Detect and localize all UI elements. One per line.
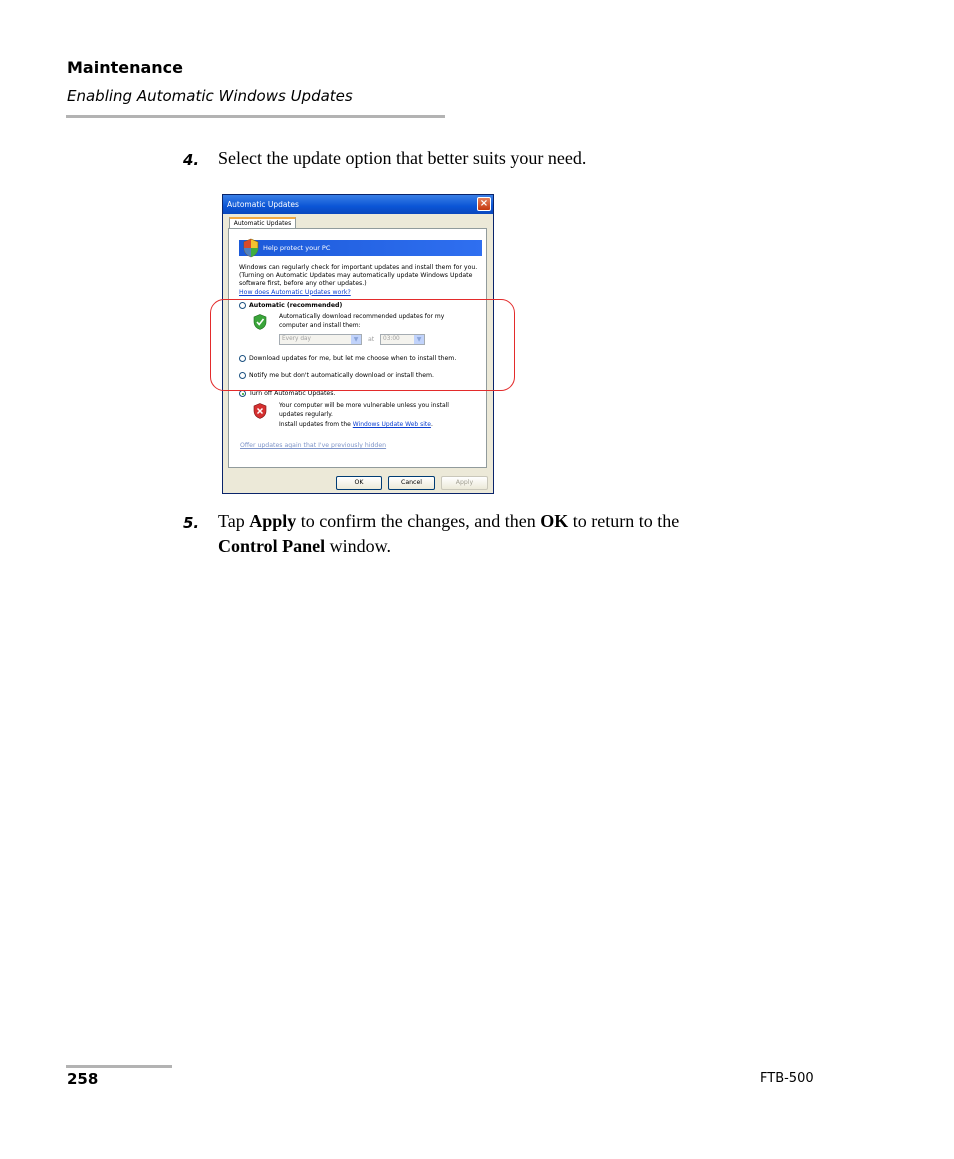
banner-title: Help protect your PC	[263, 244, 331, 252]
option-automatic-label: Automatic (recommended)	[249, 302, 343, 309]
shield-x-icon	[253, 403, 267, 419]
option-notify-label: Notify me but don't automatically download or install them.	[249, 372, 434, 379]
windows-update-link[interactable]: Windows Update Web site	[352, 421, 431, 428]
how-it-works-link[interactable]: How does Automatic Updates work?	[239, 288, 351, 296]
install-line	[279, 421, 479, 430]
close-button[interactable]: ×	[477, 197, 491, 211]
chevron-down-icon: ▼	[351, 335, 361, 344]
control-panel-emphasis: Control Panel	[218, 536, 326, 556]
intro-text: Windows can regularly check for important updates and install them for you. (Turning on Automatic Updates may automatically update Windows Update software first, before any other updates.)	[239, 264, 478, 288]
step-text: Select the update option that better suits your need.	[218, 148, 587, 168]
page-number: 258	[67, 1070, 99, 1088]
ok-emphasis: OK	[540, 511, 569, 531]
step-text	[218, 509, 778, 559]
header-rule	[66, 115, 445, 118]
apply-emphasis: Apply	[249, 511, 297, 531]
time-select-value: 03:00	[383, 336, 400, 342]
red-highlight-outline	[210, 299, 515, 391]
offer-updates-link[interactable]: Offer updates again that I've previously hidden	[240, 442, 387, 449]
option-turn-off-label: Turn off Automatic Updates.	[249, 390, 336, 397]
step-text-part: to return to the	[568, 511, 680, 531]
install-prefix: Install updates from the	[279, 421, 353, 428]
step-number: 4.	[183, 151, 200, 169]
option-download-label: Download updates for me, but let me choose when to install them.	[249, 355, 457, 362]
automatic-description: Automatically download recommended updates for my computer and install them:	[279, 313, 445, 329]
install-suffix: .	[430, 421, 433, 428]
step-number: 5.	[183, 514, 200, 532]
step-text-part: to confirm the changes, and then	[296, 511, 541, 531]
header-section-title: Maintenance	[67, 58, 184, 77]
step-text-part: Tap	[218, 511, 250, 531]
header-subtitle: Enabling Automatic Windows Updates	[67, 87, 353, 105]
day-select-value: Every day	[282, 336, 311, 342]
turn-off-description: Your computer will be more vulnerable unless you install updates regularly.	[279, 402, 449, 418]
dialog-title: Automatic Updates	[227, 200, 299, 209]
tab-automatic-updates[interactable]: Automatic Updates	[229, 217, 296, 229]
footer-rule	[66, 1065, 172, 1068]
at-label: at	[368, 336, 375, 343]
product-name: FTB-500	[760, 1071, 814, 1086]
step-text-part: window.	[325, 536, 392, 556]
cancel-button[interactable]: Cancel	[388, 476, 435, 490]
dialog-title-bar	[223, 195, 493, 214]
radio-turn-off[interactable]	[239, 390, 246, 397]
apply-button[interactable]: Apply	[441, 476, 488, 490]
shield-icon	[242, 238, 260, 258]
banner	[239, 240, 482, 256]
chevron-down-icon: ▼	[414, 335, 424, 344]
ok-button[interactable]: OK	[336, 476, 382, 490]
intro-text-block	[239, 264, 484, 297]
